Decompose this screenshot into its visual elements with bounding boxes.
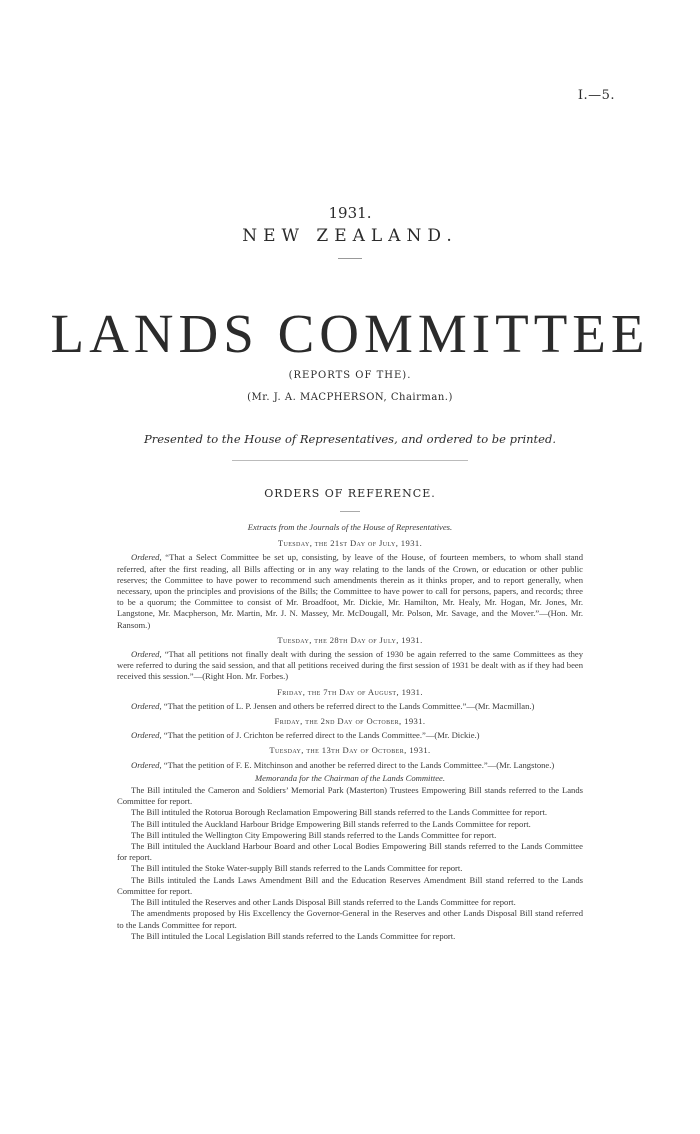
order-paragraph bbox=[117, 701, 583, 712]
memorandum-paragraph: The Bill intituled the Local Legislation Bill stands referred to the Lands Committee for report. bbox=[131, 930, 456, 941]
order-paragraph bbox=[117, 649, 583, 683]
document-title: LANDS COMMITTEE bbox=[50, 303, 650, 364]
document-subtitle: (REPORTS OF THE). bbox=[288, 370, 412, 381]
memorandum-paragraph: The Bill intituled the Reserves and other Lands Disposal Bill stands referred to the Lands Committee for report. bbox=[131, 897, 516, 908]
order-date: Friday, the 7th Day of August, 1931. bbox=[277, 686, 423, 697]
memorandum-paragraph: The Bill intituled the Wellington City Empowering Bill stands referred to the Lands Committee for report. bbox=[131, 829, 497, 840]
order-date: Friday, the 2nd Day of October, 1931. bbox=[274, 716, 426, 727]
extract-heading: Extracts from the Journals of the House of Representatives. bbox=[247, 522, 453, 532]
ordered-label: Ordered, bbox=[131, 552, 162, 563]
order-text: “That the petition of J. Crichton be referred direct to the Lands Committee.”—(Mr. Dickie.) bbox=[163, 730, 480, 741]
order-date: Tuesday, the 21st Day of July, 1931. bbox=[277, 538, 423, 549]
ordered-label: Ordered, bbox=[131, 730, 162, 741]
order-text: “That all petitions not finally dealt with during the session of 1930 be again referred to the same Committees as they were referred to during the said session, and that all petitions received during the first session of 1931 be dealt with as if they had been received this session.”—(Right Hon. Mr. Forbes.) bbox=[117, 649, 583, 682]
divider-rule bbox=[232, 460, 468, 461]
memoranda-heading: Memoranda for the Chairman of the Lands Committee. bbox=[254, 772, 445, 783]
country-heading: NEW ZEALAND. bbox=[242, 226, 458, 246]
chairman-line: (Mr. J. A. MACPHERSON, Chairman.) bbox=[247, 392, 453, 403]
year: 1931. bbox=[328, 204, 372, 222]
presented-line: Presented to the House of Representatives, and ordered to be printed. bbox=[144, 432, 556, 446]
order-text: “That the petition of F. E. Mitchinson and another be referred direct to the Lands Committee.”—(Mr. Langstone.) bbox=[163, 759, 555, 770]
order-text: “That the petition of L. P. Jensen and others be referred direct to the Lands Committee.”—(Mr. Macmillan.) bbox=[163, 700, 535, 711]
memorandum-paragraph: The Bills intituled the Lands Laws Amendment Bill and the Education Reserves Amendment Bill stand referred to the Lands Committee for report. bbox=[117, 874, 583, 896]
memorandum-paragraph: The Bill intituled the Rotorua Borough Reclamation Empowering Bill stands referred to the Lands Committee for report. bbox=[131, 807, 547, 818]
memorandum-paragraph: The Bill intituled the Stoke Water-supply Bill stands referred to the Lands Committee for report. bbox=[131, 863, 463, 874]
order-paragraph bbox=[117, 730, 583, 741]
order-paragraph bbox=[117, 760, 583, 771]
paper-reference: I.—5. bbox=[577, 88, 615, 103]
memorandum-paragraph: The Bill intituled the Auckland Harbour Bridge Empowering Bill stands referred to the Lands Committee for report. bbox=[131, 818, 531, 829]
order-date: Tuesday, the 28th Day of July, 1931. bbox=[277, 634, 423, 645]
ordered-label: Ordered, bbox=[131, 700, 162, 711]
ordered-label: Ordered, bbox=[131, 759, 162, 770]
memorandum-paragraph: The Bill intituled the Auckland Harbour Board and other Local Bodies Empowering Bill stands referred to the Lands Committee for report. bbox=[117, 841, 583, 863]
order-paragraph bbox=[117, 552, 583, 630]
memorandum-paragraph: The amendments proposed by His Excellency the Governor-General in the Reserves and other Lands Disposal Bill stand referred to the Lands Committee for report. bbox=[117, 908, 583, 930]
orders-heading: ORDERS OF REFERENCE. bbox=[264, 487, 436, 500]
order-text: “That a Select Committee be set up, consisting, by leave of the House, of fourteen members, to whom shall stand referred, after the first reading, all Bills affecting or in any way relating to the lands of the Crown, or education or other public reserves; the Committee to have power to recommend such amendments therein as it thinks proper, and to report generally, when necessary, upon the principles and provisions of the Bills; the Committee to have power to call for persons, papers, and records; three to be a quorum; the Committee to consist of Mr. Broadfoot, Mr. Dickie, Mr. Hamilton, Mr. Healy, Mr. Hogan, Mr. Jones, Mr. Langstone, Mr. Macpherson, Mr. Martin, Mr. J. N. Massey, Mr. McDougall, Mr. Polson, Mr. Savage, and the Mover.”—(Hon. Mr. Ransom.) bbox=[117, 552, 584, 630]
memorandum-paragraph: The Bill intituled the Cameron and Soldiers’ Memorial Park (Masterton) Trustees Empowering Bill stands referred to the Lands Committee for report. bbox=[117, 785, 583, 807]
order-date: Tuesday, the 13th Day of October, 1931. bbox=[269, 745, 431, 756]
ordered-label: Ordered, bbox=[131, 649, 162, 660]
divider-rule bbox=[338, 258, 362, 259]
divider-rule bbox=[340, 511, 360, 512]
orders-body bbox=[117, 522, 583, 942]
